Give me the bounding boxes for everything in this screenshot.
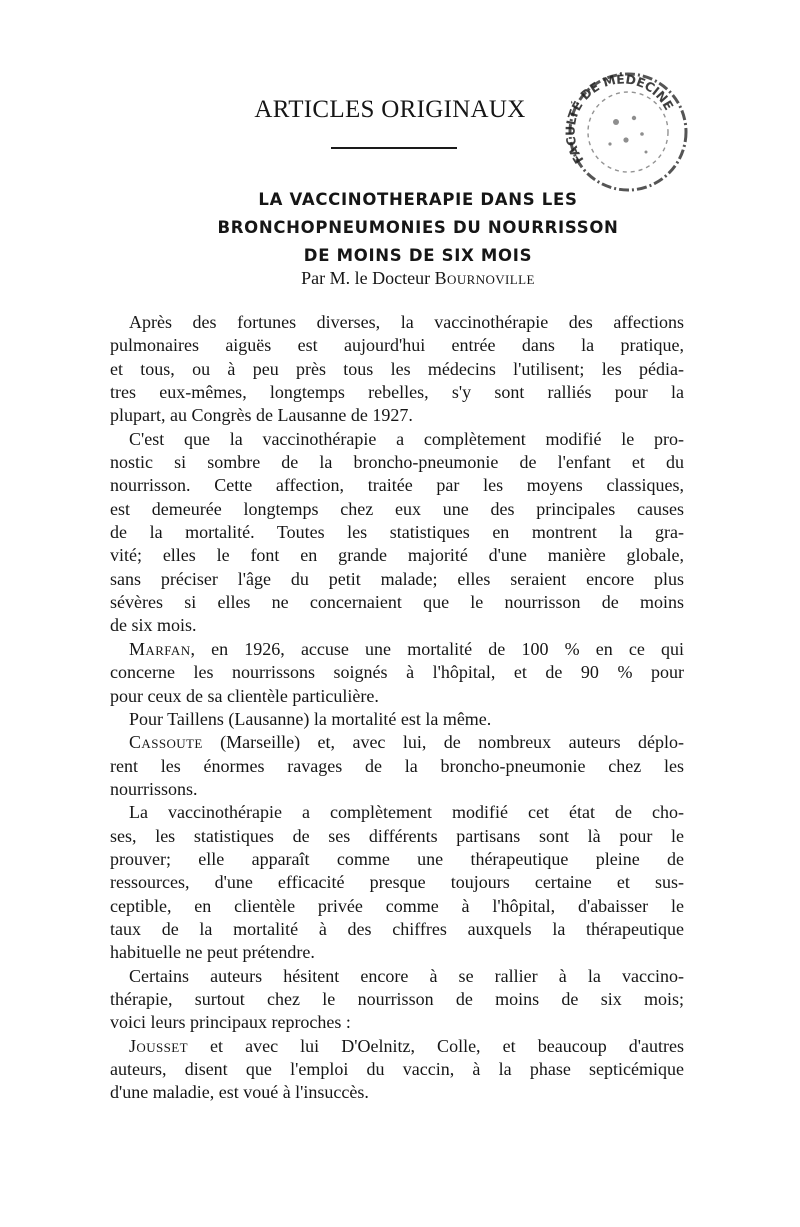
text-line: Pour Taillens (Lausanne) la mortalité est la même. [129, 708, 492, 729]
text-line: pour ceux de sa clientèle particulière. [110, 685, 379, 706]
text-line: Après des fortunes diverses, la vaccinothérapie des affections [129, 312, 684, 332]
text-line: nourrissons. [110, 778, 198, 799]
text-line: concerne les nourrissons soignés à l'hôpital, et de 90 % pour [110, 662, 684, 683]
text-line: taux de la mortalité à des chiffres auxquels la thérapeutique [110, 918, 684, 939]
text-line: plupart, au Congrès de Lausanne de 1927. [110, 405, 413, 426]
text-line: prouver; elle apparaît comme une thérapeutique pleine de [110, 848, 684, 869]
text-line: ressources, d'une efficacité presque toujours certaine et sus- [110, 872, 684, 893]
paragraph [110, 638, 684, 708]
text-line: Cassoute (Marseille) et, avec lui, de nombreux auteurs déplo- [129, 732, 684, 753]
paragraph [110, 1035, 684, 1105]
text-line: nostic si sombre de la broncho-pneumonie de l'enfant et du [110, 452, 684, 473]
cited-author: Cassoute [129, 732, 203, 753]
library-stamp-icon [560, 60, 690, 200]
title-line: DE MOINS DE SIX MOIS [303, 246, 533, 265]
article-title [180, 186, 656, 270]
text-line: Jousset et avec lui D'Oelnitz, Colle, et beaucoup d'autres [129, 1035, 684, 1056]
text-line: sans préciser l'âge du petit malade; elles seraient encore plus [110, 568, 684, 589]
cited-author: Jousset [129, 1035, 188, 1056]
section-heading: ARTICLES ORIGINAUX [254, 96, 526, 123]
text-line: vité; elles le font en grande majorité d'une manière globale, [110, 545, 684, 566]
stamp-text: FACULTÉ DE MÉDECINE [562, 71, 677, 167]
text-line: rent les énormes ravages de la broncho-pneumonie chez les [110, 755, 684, 776]
svg-text:FACULTÉ DE MÉDECINE [563, 72, 677, 167]
text-line: pulmonaires aiguës est aujourd'hui entrée dans la pratique, [110, 335, 684, 356]
text-line: d'une maladie, est voué à l'insuccès. [110, 1082, 369, 1103]
text-line: ses, les statistiques de ses différents partisans sont là pour le [110, 825, 684, 846]
text-line: Marfan, en 1926, accuse une mortalité de 100 % en ce qui [129, 638, 684, 659]
text-line: de six mois. [110, 615, 197, 636]
paragraph [110, 801, 684, 964]
text-line: thérapie, surtout chez le nourrisson de moins de six mois; [110, 988, 684, 1009]
byline-prefix: Par M. le Docteur [301, 268, 435, 288]
paragraph [110, 731, 684, 801]
paragraph [110, 428, 684, 638]
paragraph [110, 708, 684, 731]
text-line: auteurs, disent que l'emploi du vaccin, à la phase septicémique [110, 1059, 684, 1079]
text-line: Certains auteurs hésitent encore à se rallier à la vaccino- [129, 965, 684, 986]
title-line: BRONCHOPNEUMONIES DU NOURRISSON [217, 218, 619, 237]
author-name: Bournoville [434, 268, 535, 288]
text-line: ceptible, en clientèle privée comme à l'hôpital, d'abaisser le [110, 895, 684, 916]
text-line: voici leurs principaux reproches : [110, 1012, 351, 1033]
text-line: de la mortalité. Toutes les statistiques en montrent la gra- [110, 522, 684, 543]
text-line: nourrisson. Cette affection, traitée par les moyens classiques, [110, 475, 684, 496]
paragraph [110, 311, 684, 428]
byline [180, 268, 656, 289]
article-body [110, 311, 684, 1105]
text-line: C'est que la vaccinothérapie a complètement modifié le pro- [129, 428, 684, 449]
text-line: habituelle ne peut prétendre. [110, 942, 315, 963]
paragraph [110, 965, 684, 1035]
title-line: LA VACCINOTHERAPIE DANS LES [258, 190, 578, 209]
heading-rule [331, 147, 457, 149]
text-line: est demeurée longtemps chez eux une des principales causes [110, 498, 684, 519]
text-line: La vaccinothérapie a complètement modifié cet état de cho- [129, 802, 684, 823]
cited-author: Marfan [129, 638, 191, 659]
text-line: tres eux-mêmes, longtemps rebelles, s'y sont ralliés pour la [110, 382, 684, 403]
text-line: sévères si elles ne concernaient que le nourrisson de moins [110, 592, 684, 613]
text-line: et tous, ou à peu près tous les médecins l'utilisent; les pédia- [110, 358, 684, 379]
